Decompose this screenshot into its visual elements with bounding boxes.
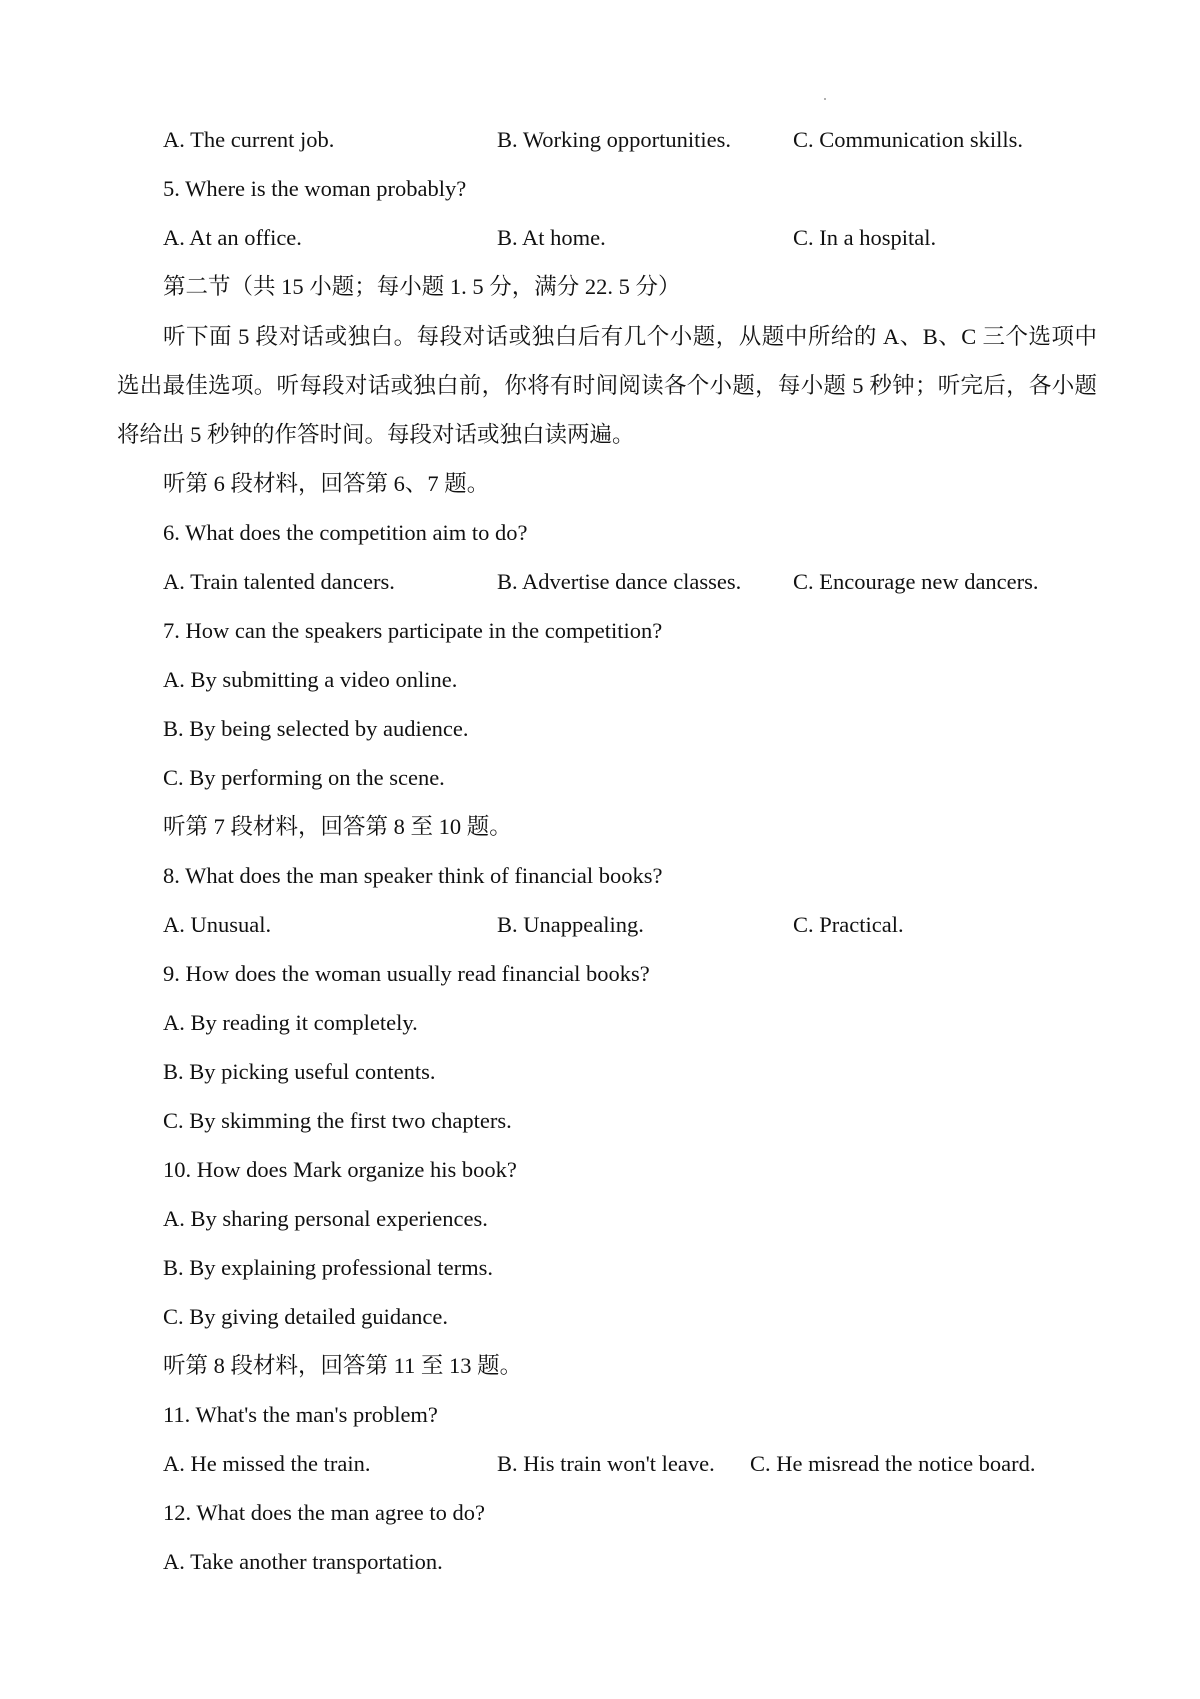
q12-option-a: A. Take another transportation. (163, 1549, 443, 1574)
q8-question: 8. What does the man speaker think of financial books? (163, 863, 663, 888)
material-8-heading: 听第 8 段材料，回答第 11 至 13 题。 (163, 1353, 523, 1378)
scan-speck (824, 98, 826, 100)
q5-question: 5. Where is the woman probably? (163, 176, 467, 201)
q11-option-a: A. He missed the train. (163, 1451, 371, 1476)
q7-option-a: A. By submitting a video online. (163, 667, 458, 692)
q6-option-b: B. Advertise dance classes. (497, 569, 742, 594)
q9-question: 9. How does the woman usually read financial books? (163, 961, 650, 986)
q7-question: 7. How can the speakers participate in the competition? (163, 618, 663, 643)
q10-option-b: B. By explaining professional terms. (163, 1255, 493, 1280)
q11-option-b: B. His train won't leave. (497, 1451, 715, 1476)
q6-option-c: C. Encourage new dancers. (793, 569, 1039, 594)
q11-option-c: C. He misread the notice board. (750, 1451, 1036, 1476)
q6-option-a: A. Train talented dancers. (163, 569, 395, 594)
q7-option-b: B. By being selected by audience. (163, 716, 469, 741)
q9-option-b: B. By picking useful contents. (163, 1059, 436, 1084)
q8-option-b: B. Unappealing. (497, 912, 644, 937)
section-title: 第二节（共 15 小题；每小题 1. 5 分，满分 22. 5 分） (163, 274, 681, 299)
q12-question: 12. What does the man agree to do? (163, 1500, 485, 1525)
q5-option-a: A. At an office. (163, 225, 302, 250)
q5-option-b: B. At home. (497, 225, 606, 250)
material-7-heading: 听第 7 段材料，回答第 8 至 10 题。 (163, 814, 512, 839)
q5-option-c: C. In a hospital. (793, 225, 937, 250)
material-6-heading: 听第 6 段材料，回答第 6、7 题。 (163, 471, 490, 496)
q7-option-c: C. By performing on the scene. (163, 765, 445, 790)
q4-option-b: B. Working opportunities. (497, 127, 732, 152)
q9-option-c: C. By skimming the first two chapters. (163, 1108, 512, 1133)
q6-question: 6. What does the competition aim to do? (163, 520, 528, 545)
q4-option-c: C. Communication skills. (793, 127, 1024, 152)
q4-option-a: A. The current job. (163, 127, 335, 152)
q11-question: 11. What's the man's problem? (163, 1402, 438, 1427)
q10-option-c: C. By giving detailed guidance. (163, 1304, 448, 1329)
section-instructions: 听下面 5 段对话或独白。每段对话或独白后有几个小题，从题中所给的 A、B、C 三个选项中选出最佳选项。听每段对话或独白前，你将有时间阅读各个小题，每小题 5 秒钟；听完后，各小题将给出 5 秒钟的作答时间。每段对话或独白读两遍。 (117, 324, 1097, 447)
q10-question: 10. How does Mark organize his book? (163, 1157, 517, 1182)
q8-option-c: C. Practical. (793, 912, 904, 937)
q8-option-a: A. Unusual. (163, 912, 272, 937)
q9-option-a: A. By reading it completely. (163, 1010, 418, 1035)
q10-option-a: A. By sharing personal experiences. (163, 1206, 488, 1231)
